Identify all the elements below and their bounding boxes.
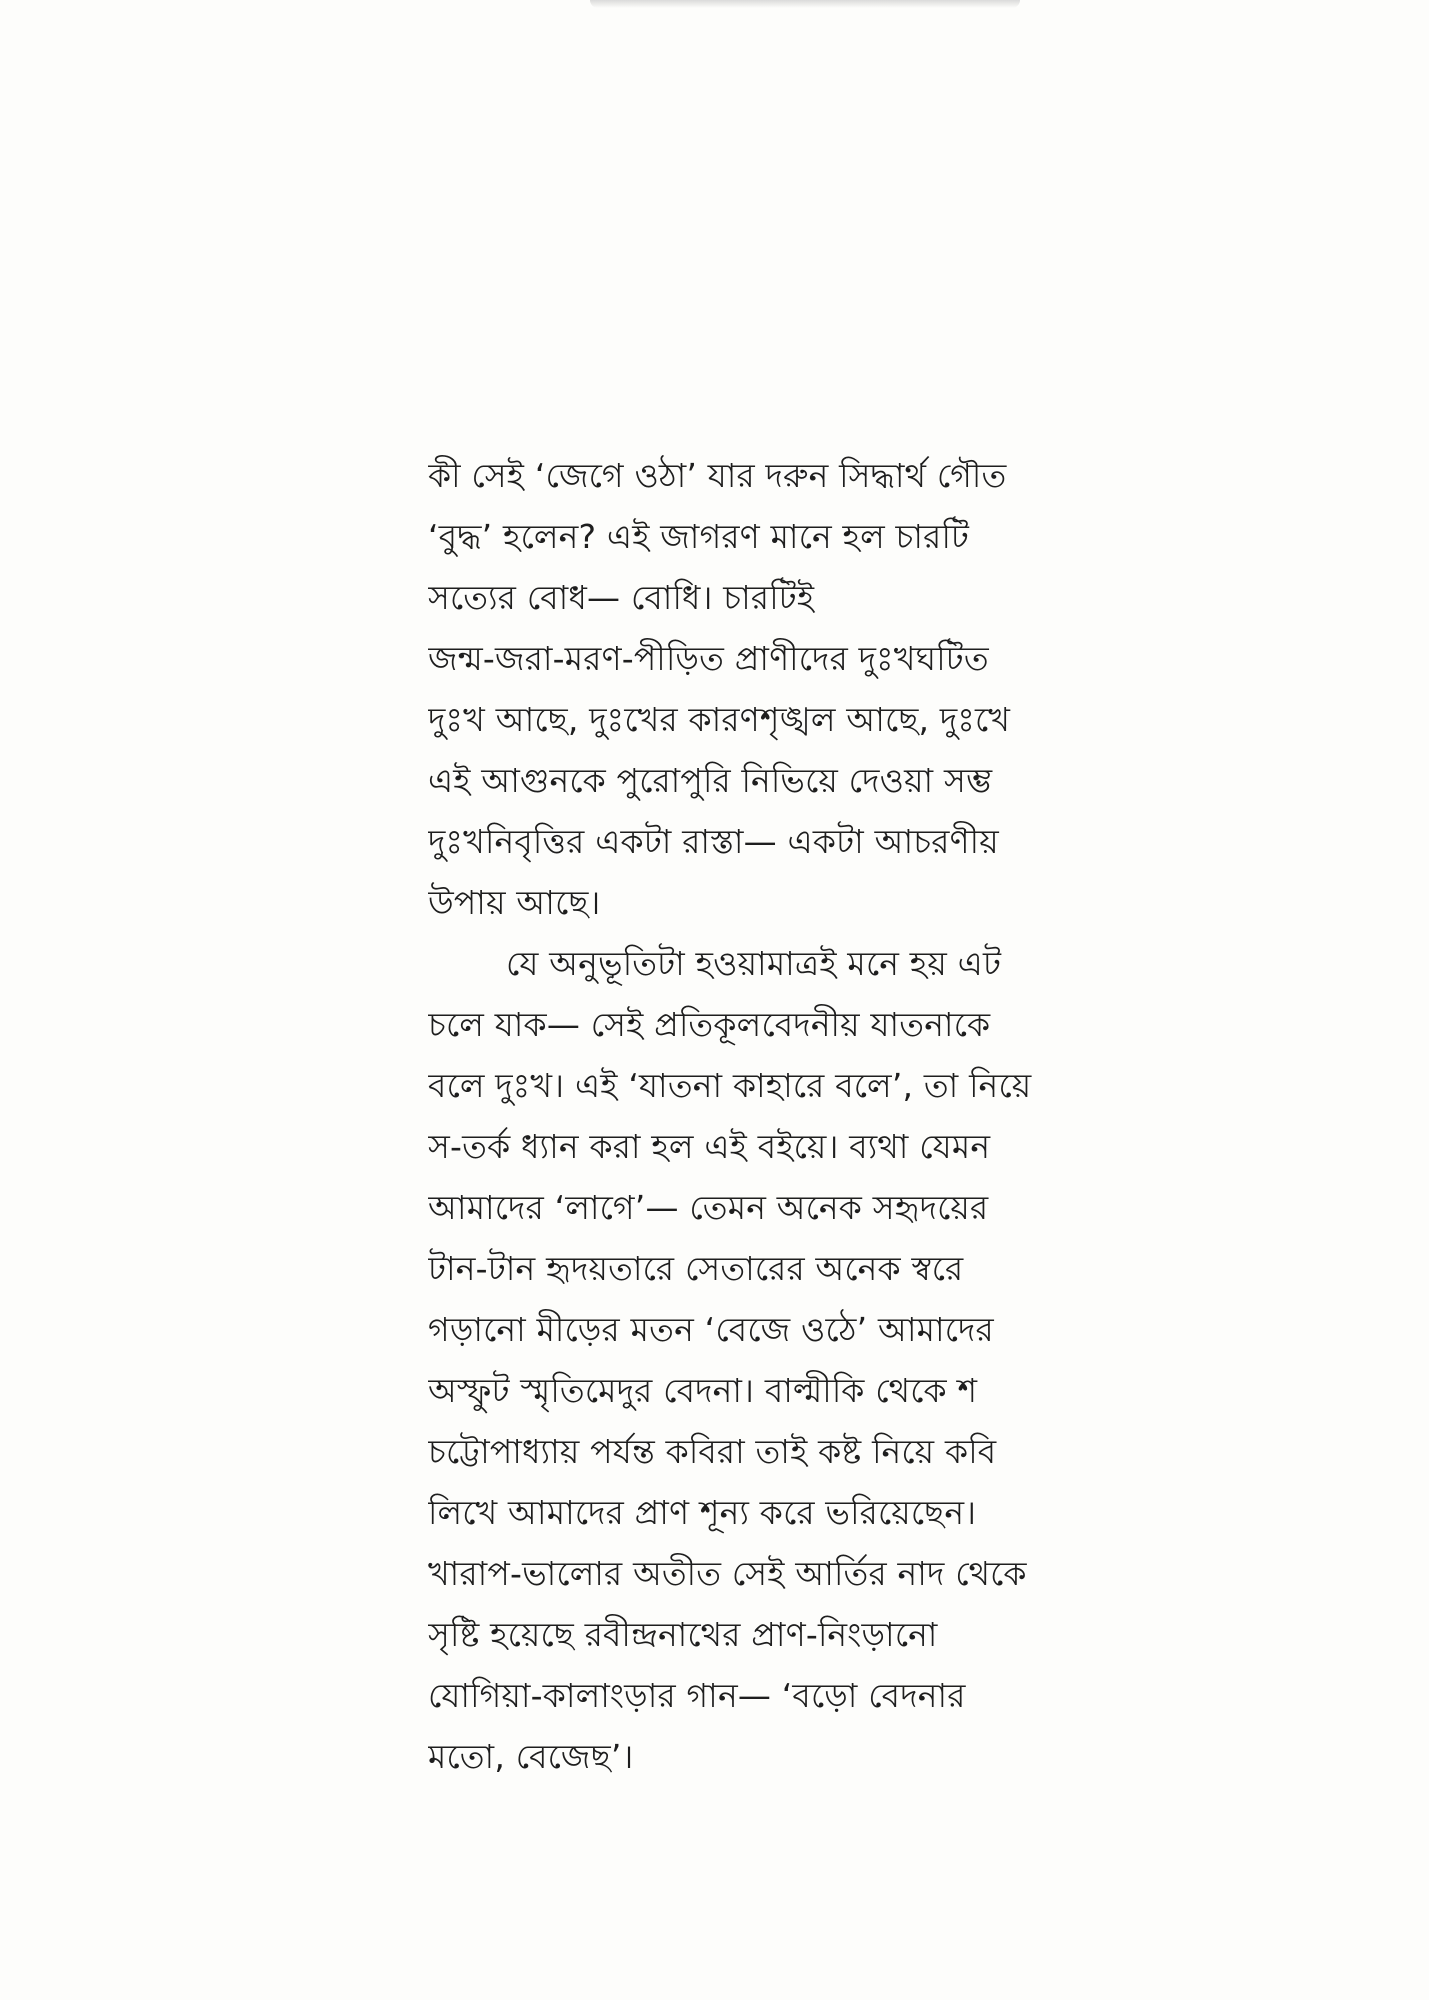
text-line: গড়ানো মীড়ের মতন ‘বেজে ওঠে’ আমাদের — [428, 1310, 994, 1349]
text-line: এই আগুনকে পুরোপুরি নিভিয়ে দেওয়া সম্ভ — [428, 761, 993, 800]
text-line: উপায় আছে। — [428, 883, 601, 922]
body-text — [428, 445, 1429, 1785]
text-line: অস্ফুট স্মৃতিমেদুর বেদনা। বাল্মীকি থেকে শ — [428, 1371, 978, 1410]
text-line: খারাপ-ভালোর অতীত সেই আর্তির নাদ থেকে — [428, 1554, 1027, 1593]
text-line: সত্যের বোধ— বোধি। চারটিই — [428, 578, 815, 617]
text-line: টান-টান হৃদয়তারে সেতারের অনেক স্বরে — [428, 1249, 964, 1288]
text-line: সৃষ্টি হয়েছে রবীন্দ্রনাথের প্রাণ-নিংড়ানো — [428, 1615, 938, 1654]
text-line: লিখে আমাদের প্রাণ শূন্য করে ভরিয়েছেন। — [428, 1493, 977, 1532]
text-line: দুঃখনিবৃত্তির একটা রাস্তা— একটা আচরণীয় — [428, 822, 999, 861]
text-line: জন্ম-জরা-মরণ-পীড়িত প্রাণীদের দুঃখঘটিত — [428, 639, 989, 678]
text-line: দুঃখ আছে, দুঃখের কারণশৃঙ্খল আছে, দুঃখে — [428, 700, 1011, 739]
text-line: ‘বুদ্ধ’ হলেন? এই জাগরণ মানে হল চারটি — [428, 517, 970, 556]
text-line: মতো, বেজেছ’। — [428, 1737, 634, 1776]
text-line: বলে দুঃখ। এই ‘যাতনা কাহারে বলে’, তা নিয়ে — [428, 1066, 1032, 1105]
text-line: যে অনুভূতিটা হওয়ামাত্রই মনে হয় এট — [506, 944, 1002, 983]
page-top-smudge — [590, 0, 1020, 8]
text-line: আমাদের ‘লাগে’— তেমন অনেক সহৃদয়ের — [428, 1188, 989, 1227]
text-line: স-তর্ক ধ্যান করা হল এই বইয়ে। ব্যথা যেমন — [428, 1127, 991, 1166]
text-line: যোগিয়া-কালাংড়ার গান— ‘বড়ো বেদনার — [428, 1676, 966, 1715]
text-line: চলে যাক— সেই প্রতিকূলবেদনীয় যাতনাকে — [428, 1005, 991, 1044]
text-line: চট্টোপাধ্যায় পর্যন্ত কবিরা তাই কষ্ট নিয়ে কবি — [428, 1432, 997, 1471]
text-line: কী সেই ‘জেগে ওঠা’ যার দরুন সিদ্ধার্থ গৌত — [428, 456, 1007, 495]
